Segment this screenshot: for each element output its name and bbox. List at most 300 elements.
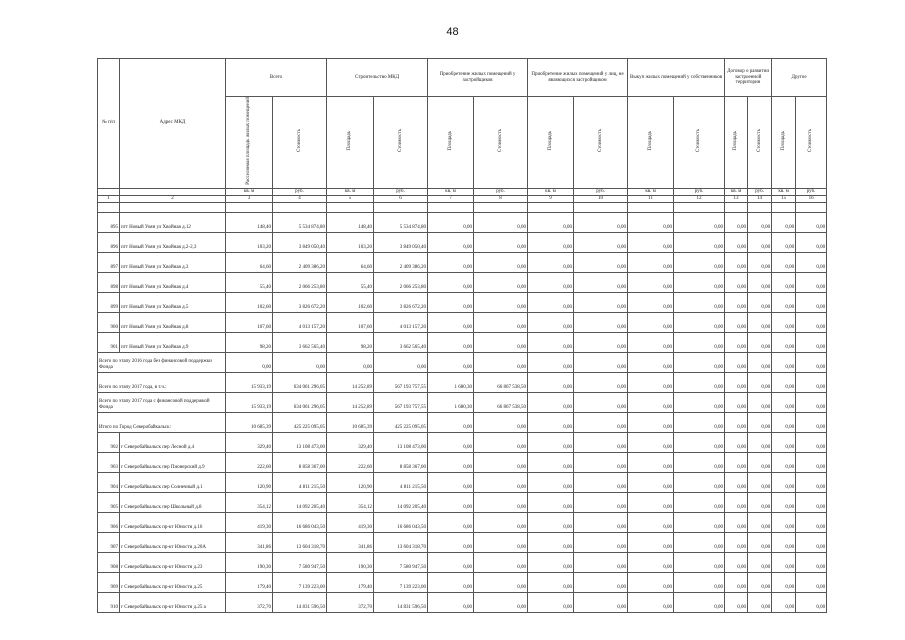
value-cell: 4 811 215,50 <box>273 472 327 492</box>
value-cell: 0,00 <box>674 332 725 352</box>
unit-cell: кв. м <box>226 188 273 195</box>
value-cell: 3 849 050,40 <box>374 232 428 252</box>
value-cell: 0,00 <box>748 352 772 372</box>
value-cell: 0,00 <box>796 512 827 532</box>
value-cell: 0,00 <box>574 572 628 592</box>
value-cell: 0,00 <box>674 252 725 272</box>
value-cell: 0,00 <box>674 492 725 512</box>
column-index-cell: 13 <box>725 195 748 202</box>
value-cell: 0,00 <box>772 292 796 312</box>
value-cell: 0,00 <box>748 212 772 232</box>
value-cell: 0,00 <box>628 232 674 252</box>
value-cell: 0,00 <box>725 312 748 332</box>
value-cell: 0,00 <box>428 512 474 532</box>
value-cell: 0,00 <box>628 592 674 612</box>
unit-cell <box>98 188 120 195</box>
summary-label: Всего по этапу 2017 года с финансовой поддержкой Фонда <box>98 392 226 412</box>
value-cell: 0,00 <box>796 592 827 612</box>
spacer-cell <box>528 202 574 212</box>
value-cell: 102,60 <box>327 292 374 312</box>
value-cell: 15 933,19 <box>226 392 273 412</box>
value-cell: 0,00 <box>574 412 628 432</box>
unit-cell: кв. м <box>628 188 674 195</box>
value-cell: 5 534 874,80 <box>273 212 327 232</box>
value-cell: 634 061 296,05 <box>273 392 327 412</box>
value-cell: 0,00 <box>428 232 474 252</box>
address-cell: г Северобайкальск пер Пионерский д.9 <box>120 452 226 472</box>
address-cell: г Северобайкальск пер Лесной д.4 <box>120 432 226 452</box>
group-buyout-header: Выкуп жилых помещений у собственников <box>628 59 725 97</box>
value-cell: 0,00 <box>796 332 827 352</box>
value-cell: 0,00 <box>428 212 474 232</box>
address-cell: г Северобайкальск пер Солнечный д.1 <box>120 472 226 492</box>
value-cell: 0,00 <box>574 472 628 492</box>
unit-cell: руб. <box>748 188 772 195</box>
value-cell: 0,00 <box>574 592 628 612</box>
value-cell: 0,00 <box>628 472 674 492</box>
value-cell: 0,00 <box>528 412 574 432</box>
value-cell: 0,00 <box>226 352 273 372</box>
value-cell: 190,30 <box>226 552 273 572</box>
value-cell: 0,00 <box>772 432 796 452</box>
value-cell: 0,00 <box>772 532 796 552</box>
value-cell: 16 686 043,50 <box>273 512 327 532</box>
value-cell: 0,00 <box>725 452 748 472</box>
value-cell: 55,40 <box>226 272 273 292</box>
value-cell: 15 933,19 <box>226 372 273 392</box>
value-cell: 0,00 <box>474 452 528 472</box>
address-cell: пгт Новый Уоян ул Хвойная д.12 <box>120 212 226 232</box>
sub-cost: Стоимость <box>748 97 772 189</box>
unit-cell: кв. м <box>327 188 374 195</box>
value-cell: 0,00 <box>628 352 674 372</box>
row-number: 904 <box>98 472 120 492</box>
row-number: 899 <box>98 292 120 312</box>
value-cell: 179,40 <box>327 572 374 592</box>
unit-cell: руб. <box>273 188 327 195</box>
value-cell: 0,00 <box>628 372 674 392</box>
value-cell: 0,00 <box>748 372 772 392</box>
value-cell: 0,00 <box>772 412 796 432</box>
value-cell: 0,00 <box>474 232 528 252</box>
value-cell: 425 225 095,05 <box>374 412 428 432</box>
value-cell: 0,00 <box>725 252 748 272</box>
address-cell: пгт Новый Уоян ул Хвойная д.2-2,3 <box>120 232 226 252</box>
value-cell: 0,00 <box>725 472 748 492</box>
value-cell: 0,00 <box>628 552 674 572</box>
value-cell: 0,00 <box>474 532 528 552</box>
value-cell: 0,00 <box>772 592 796 612</box>
table-row <box>98 552 827 572</box>
group-total-header: Всего <box>226 59 327 97</box>
value-cell: 190,30 <box>327 552 374 572</box>
table-row <box>98 292 827 312</box>
value-cell: 0,00 <box>748 532 772 552</box>
value-cell: 0,00 <box>528 532 574 552</box>
value-cell: 64,60 <box>327 252 374 272</box>
value-cell: 0,00 <box>772 212 796 232</box>
group-other-header: Другое <box>772 59 827 97</box>
column-index-cell: 14 <box>748 195 772 202</box>
value-cell: 0,00 <box>327 352 374 372</box>
value-cell: 107,60 <box>327 312 374 332</box>
value-cell: 0,00 <box>725 372 748 392</box>
value-cell: 0,00 <box>796 552 827 572</box>
spacer-cell <box>374 202 428 212</box>
value-cell: 0,00 <box>748 432 772 452</box>
table-row <box>98 272 827 292</box>
value-cell: 0,00 <box>428 452 474 472</box>
value-cell: 120,90 <box>327 472 374 492</box>
unit-cell: руб. <box>474 188 528 195</box>
value-cell: 0,00 <box>574 552 628 572</box>
value-cell: 0,00 <box>528 252 574 272</box>
column-index-cell: 5 <box>327 195 374 202</box>
unit-cell: руб. <box>796 188 827 195</box>
value-cell: 0,00 <box>574 332 628 352</box>
sub-cost: Стоимость <box>374 97 428 189</box>
spacer-cell <box>748 202 772 212</box>
value-cell: 372,70 <box>327 592 374 612</box>
row-number: 908 <box>98 552 120 572</box>
value-cell: 425 225 095,05 <box>273 412 327 432</box>
value-cell: 2 066 253,80 <box>374 272 428 292</box>
value-cell: 0,00 <box>674 472 725 492</box>
row-number: 896 <box>98 232 120 252</box>
value-cell: 0,00 <box>725 292 748 312</box>
value-cell: 0,00 <box>725 332 748 352</box>
sub-area: Площадь <box>528 97 574 189</box>
value-cell: 0,00 <box>574 232 628 252</box>
value-cell: 0,00 <box>528 432 574 452</box>
value-cell: 0,00 <box>796 212 827 232</box>
value-cell: 0,00 <box>428 292 474 312</box>
group-acq-developers-header: Приобретение жилых помещений у застройщиков <box>428 59 528 97</box>
value-cell: 0,00 <box>528 312 574 332</box>
value-cell: 0,00 <box>474 572 528 592</box>
value-cell: 0,00 <box>725 392 748 412</box>
value-cell: 0,00 <box>796 232 827 252</box>
value-cell: 0,00 <box>273 352 327 372</box>
value-cell: 0,00 <box>574 492 628 512</box>
address-cell: г Северобайкальск пр-кт Юности д.23 <box>120 552 226 572</box>
value-cell: 10 685,39 <box>327 412 374 432</box>
value-cell: 14 252,89 <box>327 372 374 392</box>
unit-cell: кв. м <box>772 188 796 195</box>
value-cell: 0,00 <box>374 352 428 372</box>
value-cell: 0,00 <box>748 552 772 572</box>
value-cell: 0,00 <box>772 472 796 492</box>
value-cell: 0,00 <box>428 432 474 452</box>
unit-cell: руб. <box>574 188 628 195</box>
spacer-cell <box>772 202 796 212</box>
value-cell: 0,00 <box>628 252 674 272</box>
column-index-cell: 15 <box>772 195 796 202</box>
group-territory-header: Договор о развитии застроенной территории <box>725 59 772 97</box>
value-cell: 0,00 <box>628 432 674 452</box>
value-cell: 341,86 <box>226 532 273 552</box>
value-cell: 0,00 <box>474 472 528 492</box>
value-cell: 0,00 <box>748 232 772 252</box>
value-cell: 0,00 <box>796 392 827 412</box>
value-cell: 103,20 <box>226 232 273 252</box>
value-cell: 0,00 <box>674 272 725 292</box>
address-cell: пгт Новый Уоян ул Хвойная д.3 <box>120 252 226 272</box>
value-cell: 8 858 367,00 <box>273 452 327 472</box>
value-cell: 567 193 757,55 <box>374 392 428 412</box>
value-cell: 0,00 <box>772 572 796 592</box>
value-cell: 0,00 <box>474 592 528 612</box>
value-cell: 0,00 <box>748 592 772 612</box>
summary-row <box>98 352 827 372</box>
column-index-cell: 3 <box>226 195 273 202</box>
value-cell: 0,00 <box>725 552 748 572</box>
value-cell: 0,00 <box>796 372 827 392</box>
value-cell: 0,00 <box>748 392 772 412</box>
column-index-cell: 12 <box>674 195 725 202</box>
value-cell: 66 867 538,50 <box>474 392 528 412</box>
value-cell: 0,00 <box>574 532 628 552</box>
value-cell: 0,00 <box>772 332 796 352</box>
summary-row <box>98 412 827 432</box>
value-cell: 0,00 <box>574 512 628 532</box>
value-cell: 10 685,39 <box>226 412 273 432</box>
value-cell: 0,00 <box>748 292 772 312</box>
value-cell: 0,00 <box>474 492 528 512</box>
value-cell: 0,00 <box>725 432 748 452</box>
address-cell: г Северобайкальск пр-кт Юности д.16 <box>120 512 226 532</box>
value-cell: 107,60 <box>226 312 273 332</box>
value-cell: 0,00 <box>674 532 725 552</box>
value-cell: 0,00 <box>748 332 772 352</box>
col-num-header: № п/п <box>98 59 120 189</box>
row-number: 906 <box>98 512 120 532</box>
value-cell: 329,40 <box>226 432 273 452</box>
column-index-cell: 7 <box>428 195 474 202</box>
value-cell: 0,00 <box>772 552 796 572</box>
value-cell: 0,00 <box>772 392 796 412</box>
value-cell: 0,00 <box>725 592 748 612</box>
value-cell: 0,00 <box>628 292 674 312</box>
value-cell: 7 580 947,50 <box>374 552 428 572</box>
value-cell: 354,12 <box>327 492 374 512</box>
value-cell: 0,00 <box>574 212 628 232</box>
table-row <box>98 492 827 512</box>
table-row <box>98 592 827 612</box>
value-cell: 13 604 318,70 <box>374 532 428 552</box>
value-cell: 0,00 <box>474 292 528 312</box>
value-cell: 13 108 473,00 <box>273 432 327 452</box>
value-cell: 222,60 <box>226 452 273 472</box>
value-cell: 103,20 <box>327 232 374 252</box>
spacer-cell <box>725 202 748 212</box>
value-cell: 0,00 <box>574 352 628 372</box>
value-cell: 0,00 <box>796 472 827 492</box>
value-cell: 419,30 <box>327 512 374 532</box>
value-cell: 0,00 <box>474 272 528 292</box>
spacer-cell <box>98 202 120 212</box>
value-cell: 2 409 386,20 <box>273 252 327 272</box>
value-cell: 64,60 <box>226 252 273 272</box>
value-cell: 3 826 672,20 <box>273 292 327 312</box>
units-row <box>98 188 827 195</box>
value-cell: 0,00 <box>748 572 772 592</box>
row-number: 903 <box>98 452 120 472</box>
value-cell: 0,00 <box>772 272 796 292</box>
value-cell: 16 686 043,50 <box>374 512 428 532</box>
value-cell: 354,12 <box>226 492 273 512</box>
value-cell: 0,00 <box>528 452 574 472</box>
value-cell: 14 831 596,50 <box>273 592 327 612</box>
value-cell: 419,30 <box>226 512 273 532</box>
value-cell: 0,00 <box>628 272 674 292</box>
spacer-cell <box>428 202 474 212</box>
value-cell: 0,00 <box>528 232 574 252</box>
value-cell: 0,00 <box>796 572 827 592</box>
row-number: 907 <box>98 532 120 552</box>
row-number: 902 <box>98 432 120 452</box>
value-cell: 148,40 <box>226 212 273 232</box>
table-row <box>98 572 827 592</box>
summary-row <box>98 372 827 392</box>
value-cell: 0,00 <box>528 272 574 292</box>
value-cell: 0,00 <box>574 452 628 472</box>
value-cell: 0,00 <box>725 412 748 432</box>
value-cell: 0,00 <box>725 532 748 552</box>
column-index-cell: 11 <box>628 195 674 202</box>
value-cell: 0,00 <box>474 252 528 272</box>
value-cell: 0,00 <box>428 412 474 432</box>
value-cell: 0,00 <box>772 312 796 332</box>
value-cell: 1 680,30 <box>428 392 474 412</box>
value-cell: 0,00 <box>528 392 574 412</box>
value-cell: 14 252,89 <box>327 392 374 412</box>
sub-cost: Стоимость <box>574 97 628 189</box>
index-row <box>98 195 827 202</box>
value-cell: 0,00 <box>748 312 772 332</box>
value-cell: 0,00 <box>748 452 772 472</box>
value-cell: 0,00 <box>528 212 574 232</box>
value-cell: 5 534 874,80 <box>374 212 428 232</box>
spacer-cell <box>574 202 628 212</box>
row-number: 910 <box>98 592 120 612</box>
value-cell: 0,00 <box>725 512 748 532</box>
value-cell: 0,00 <box>674 412 725 432</box>
value-cell: 0,00 <box>528 372 574 392</box>
summary-label: Всего по этапу 2016 года без финансовой поддержки Фонда <box>98 352 226 372</box>
address-cell: г Северобайкальск пр-кт Юности д.25 <box>120 572 226 592</box>
value-cell: 14 092 205,40 <box>374 492 428 512</box>
row-number: 905 <box>98 492 120 512</box>
spacer-cell <box>226 202 273 212</box>
row-number: 909 <box>98 572 120 592</box>
value-cell: 0,00 <box>725 232 748 252</box>
sub-area: Площадь <box>725 97 748 189</box>
value-cell: 0,00 <box>674 372 725 392</box>
value-cell: 14 831 596,50 <box>374 592 428 612</box>
spacer-row <box>98 202 827 212</box>
value-cell: 0,00 <box>628 312 674 332</box>
value-cell: 2 066 253,80 <box>273 272 327 292</box>
table-row <box>98 532 827 552</box>
table-row <box>98 472 827 492</box>
value-cell: 0,00 <box>772 252 796 272</box>
sub-area: Площадь <box>628 97 674 189</box>
value-cell: 0,00 <box>474 512 528 532</box>
value-cell: 0,00 <box>628 512 674 532</box>
value-cell: 14 092 205,40 <box>273 492 327 512</box>
value-cell: 4 013 157,20 <box>374 312 428 332</box>
value-cell: 0,00 <box>528 492 574 512</box>
value-cell: 0,00 <box>574 432 628 452</box>
address-cell: пгт Новый Уоян ул Хвойная д.4 <box>120 272 226 292</box>
value-cell: 8 858 367,00 <box>374 452 428 472</box>
value-cell: 2 409 386,20 <box>374 252 428 272</box>
value-cell: 0,00 <box>725 572 748 592</box>
value-cell: 0,00 <box>474 552 528 572</box>
value-cell: 66 867 538,50 <box>474 372 528 392</box>
value-cell: 0,00 <box>796 352 827 372</box>
column-index-cell: 16 <box>796 195 827 202</box>
sub-area-resettled: Расселяемая площадь жилых помещений <box>226 97 273 189</box>
value-cell: 0,00 <box>428 572 474 592</box>
value-cell: 3 849 050,40 <box>273 232 327 252</box>
table-row <box>98 212 827 232</box>
value-cell: 13 604 318,70 <box>273 532 327 552</box>
value-cell: 0,00 <box>428 532 474 552</box>
resettlement-table <box>97 58 827 613</box>
value-cell: 4 013 157,20 <box>273 312 327 332</box>
address-cell: г Северобайкальск пер Школьный д.8 <box>120 492 226 512</box>
value-cell: 0,00 <box>725 272 748 292</box>
table-row <box>98 512 827 532</box>
column-index-cell: 1 <box>98 195 120 202</box>
table-body <box>98 212 827 612</box>
value-cell: 0,00 <box>772 492 796 512</box>
value-cell: 0,00 <box>796 272 827 292</box>
value-cell: 0,00 <box>748 272 772 292</box>
value-cell: 7 139 223,00 <box>374 572 428 592</box>
row-number: 897 <box>98 252 120 272</box>
value-cell: 0,00 <box>796 292 827 312</box>
value-cell: 0,00 <box>428 352 474 372</box>
sub-cost: Стоимость <box>273 97 327 189</box>
value-cell: 0,00 <box>428 552 474 572</box>
sub-cost: Стоимость <box>796 97 827 189</box>
row-number: 901 <box>98 332 120 352</box>
value-cell: 0,00 <box>474 312 528 332</box>
value-cell: 0,00 <box>772 512 796 532</box>
value-cell: 0,00 <box>772 352 796 372</box>
value-cell: 0,00 <box>772 452 796 472</box>
value-cell: 0,00 <box>428 312 474 332</box>
sub-area: Площадь <box>327 97 374 189</box>
summary-row <box>98 392 827 412</box>
value-cell: 0,00 <box>674 392 725 412</box>
value-cell: 102,60 <box>226 292 273 312</box>
row-number: 895 <box>98 212 120 232</box>
sub-cost: Стоимость <box>474 97 528 189</box>
value-cell: 341,86 <box>327 532 374 552</box>
value-cell: 0,00 <box>574 272 628 292</box>
sub-area: Площадь <box>772 97 796 189</box>
value-cell: 0,00 <box>674 292 725 312</box>
value-cell: 0,00 <box>528 572 574 592</box>
value-cell: 222,60 <box>327 452 374 472</box>
unit-cell: руб. <box>674 188 725 195</box>
value-cell: 0,00 <box>674 212 725 232</box>
summary-label: Итого по Город Северобайкальск: <box>98 412 226 432</box>
